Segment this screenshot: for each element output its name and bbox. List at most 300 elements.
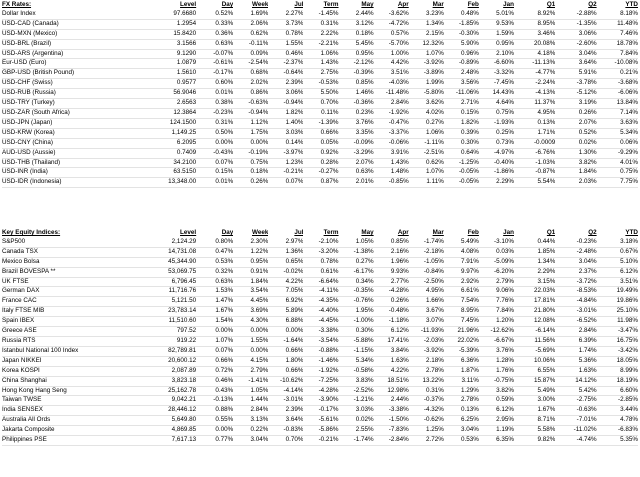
level-value: 45,344.90 xyxy=(138,257,198,267)
change-value: 0.30% xyxy=(444,138,479,148)
change-value: -3.72% xyxy=(555,277,596,287)
change-value: 14.43% xyxy=(479,89,514,99)
change-value: -2.60% xyxy=(555,39,596,49)
change-value: -6.76% xyxy=(514,148,555,158)
change-value: -0.58% xyxy=(339,366,374,376)
change-value: -0.07% xyxy=(198,49,233,59)
change-value: -4.13% xyxy=(514,89,555,99)
change-value: 3.19% xyxy=(555,99,596,109)
row-name: USD-CNY (China) xyxy=(2,138,138,148)
change-value: -0.27% xyxy=(303,168,338,178)
level-value: 82,789.81 xyxy=(138,346,198,356)
row-name: Canada TSX xyxy=(2,247,138,257)
change-value: -0.87% xyxy=(514,168,555,178)
change-value: 2.22% xyxy=(303,29,338,39)
change-value: -1.92% xyxy=(303,366,338,376)
change-value: -3.29% xyxy=(339,148,374,158)
change-value: 0.65% xyxy=(268,257,303,267)
change-value: 2.39% xyxy=(268,79,303,89)
change-value: 2.06% xyxy=(233,19,268,29)
column-header-jul: Jul xyxy=(294,229,304,236)
change-value: 0.32% xyxy=(198,267,233,277)
change-value: 4.45% xyxy=(233,297,268,307)
table-row xyxy=(2,89,638,99)
row-name: Eur-USD (Euro) xyxy=(2,59,138,69)
table-row xyxy=(2,178,638,188)
change-value: 11.48% xyxy=(597,19,638,29)
table-row xyxy=(2,406,638,416)
change-value: 0.26% xyxy=(233,178,268,188)
change-value: 0.53% xyxy=(198,257,233,267)
change-value: -1.38% xyxy=(339,247,374,257)
table-row xyxy=(2,10,638,19)
level-value: 2,087.89 xyxy=(138,366,198,376)
change-value: 1.48% xyxy=(374,168,409,178)
change-value: 0.68% xyxy=(233,69,268,79)
change-value: -1.25% xyxy=(444,158,479,168)
change-value: -11.06% xyxy=(444,89,479,99)
table-row xyxy=(2,238,638,247)
change-value: 6.61% xyxy=(444,287,479,297)
change-value: -5.69% xyxy=(514,346,555,356)
level-value: 1,149.25 xyxy=(138,128,198,138)
change-value: 4.95% xyxy=(514,108,555,118)
change-value: 1.30% xyxy=(555,148,596,158)
change-value: 8.18% xyxy=(597,10,638,19)
change-value: 8.99% xyxy=(597,366,638,376)
table-row xyxy=(2,376,638,386)
change-value: 1.43% xyxy=(374,158,409,168)
change-value: 0.77% xyxy=(198,436,233,446)
change-value: 0.07% xyxy=(198,346,233,356)
change-value: 0.00% xyxy=(198,138,233,148)
change-value: 0.62% xyxy=(409,158,444,168)
change-value: 0.02% xyxy=(555,138,596,148)
change-value: 1.19% xyxy=(479,426,514,436)
row-name: USD-CAD (Canada) xyxy=(2,19,138,29)
level-value: 797.52 xyxy=(138,327,198,337)
change-value: -5.61% xyxy=(303,416,338,426)
change-value: -2.12% xyxy=(339,59,374,69)
change-value: 5.36% xyxy=(555,356,596,366)
row-name: USD-KRW (Korea) xyxy=(2,128,138,138)
change-value: -1.45% xyxy=(303,10,338,19)
row-name: Italy FTSE MIB xyxy=(2,307,138,317)
change-value: -4.84% xyxy=(555,297,596,307)
table-row xyxy=(2,307,638,317)
change-value: 21.80% xyxy=(514,307,555,317)
column-header-day: Day xyxy=(221,229,234,236)
change-value: 3.62% xyxy=(409,99,444,109)
change-value: 5.34% xyxy=(597,128,638,138)
level-value: 13,348.00 xyxy=(138,178,198,188)
change-value: 11.98% xyxy=(597,317,638,327)
change-value: -1.41% xyxy=(233,376,268,386)
change-value: 0.46% xyxy=(198,376,233,386)
table-row xyxy=(2,79,638,89)
change-value: 2.10% xyxy=(479,49,514,59)
change-value: 3.54% xyxy=(233,287,268,297)
change-value: -6.20% xyxy=(479,267,514,277)
level-value: 15.8420 xyxy=(138,29,198,39)
change-value: 1.55% xyxy=(268,39,303,49)
change-value: 6.55% xyxy=(514,366,555,376)
column-header-apr: Apr xyxy=(397,1,409,8)
change-value: -6.52% xyxy=(555,317,596,327)
row-name: AUD-USD (Aussie) xyxy=(2,148,138,158)
change-value: -0.76% xyxy=(339,297,374,307)
change-value: 3.64% xyxy=(555,59,596,69)
change-value: -3.38% xyxy=(374,406,409,416)
change-value: 3.04% xyxy=(444,426,479,436)
equity-indices-table xyxy=(2,229,638,446)
change-value: 5.35% xyxy=(597,436,638,446)
change-value: 2.39% xyxy=(268,406,303,416)
change-value: 3.64% xyxy=(268,416,303,426)
change-value: -4.11% xyxy=(303,287,338,297)
change-value: 3.76% xyxy=(339,118,374,128)
change-value: 5.10% xyxy=(597,257,638,267)
change-value: 4.08% xyxy=(444,247,479,257)
row-name: USD-ARS (Argentina) xyxy=(2,49,138,59)
change-value: 3.44% xyxy=(597,406,638,416)
table-row xyxy=(2,327,638,337)
row-name: Jakarta Composite xyxy=(2,426,138,436)
change-value: 3.82% xyxy=(479,386,514,396)
change-value: 18.19% xyxy=(597,376,638,386)
change-value: 1.63% xyxy=(555,366,596,376)
change-value: -11.48% xyxy=(374,89,409,99)
change-value: 1.67% xyxy=(514,406,555,416)
change-value: 1.20% xyxy=(479,317,514,327)
table-row xyxy=(2,436,638,446)
change-value: -2.24% xyxy=(514,79,555,89)
change-value: 7.91% xyxy=(444,257,479,267)
change-value: 3.83% xyxy=(339,376,374,386)
change-value: 0.30% xyxy=(339,327,374,337)
change-value: 0.57% xyxy=(374,29,409,39)
column-header-week: Week xyxy=(252,229,269,236)
change-value: 1.76% xyxy=(479,366,514,376)
level-value: 9,042.21 xyxy=(138,396,198,406)
change-value: -4.97% xyxy=(479,148,514,158)
change-value: 1.28% xyxy=(479,356,514,366)
column-header-mar: Mar xyxy=(432,229,444,236)
row-name: USD-THB (Thailand) xyxy=(2,158,138,168)
change-value: -0.21% xyxy=(303,436,338,446)
change-value: 4.15% xyxy=(233,356,268,366)
change-value: 1.00% xyxy=(374,49,409,59)
fx-header-row xyxy=(2,1,638,10)
change-value: 25.10% xyxy=(597,307,638,317)
column-header-jan: Jan xyxy=(503,229,514,236)
change-value: 0.66% xyxy=(268,366,303,376)
change-value: -1.35% xyxy=(555,19,596,29)
table-row xyxy=(2,317,638,327)
change-value: 2.79% xyxy=(233,366,268,376)
change-value: 6.35% xyxy=(479,436,514,446)
change-value: 6.60% xyxy=(597,386,638,396)
change-value: 7.75% xyxy=(597,178,638,188)
change-value: -0.88% xyxy=(303,346,338,356)
change-value: 6.39% xyxy=(555,336,596,346)
change-value: 0.15% xyxy=(444,108,479,118)
table-row xyxy=(2,396,638,406)
column-header-level: Level xyxy=(180,1,197,8)
change-value: -2.85% xyxy=(597,396,638,406)
change-value: 10.06% xyxy=(514,356,555,366)
table-row xyxy=(2,39,638,49)
row-name: USD-CHF (Swiss) xyxy=(2,79,138,89)
change-value: 9.82% xyxy=(514,436,555,446)
change-value: 0.18% xyxy=(233,168,268,178)
change-value: -6.17% xyxy=(339,267,374,277)
change-value: 2.44% xyxy=(374,396,409,406)
change-value: 18.51% xyxy=(374,376,409,386)
level-value: 919.22 xyxy=(138,336,198,346)
change-value: 0.00% xyxy=(198,327,233,337)
table-row xyxy=(2,277,638,287)
change-value: 9.97% xyxy=(444,267,479,277)
change-value: 5.49% xyxy=(514,386,555,396)
change-value: -8.53% xyxy=(555,287,596,297)
level-value: 1.5610 xyxy=(138,69,198,79)
change-value: -2.03% xyxy=(409,336,444,346)
change-value: -3.90% xyxy=(303,396,338,406)
change-value: -3.01% xyxy=(555,307,596,317)
column-header-apr: Apr xyxy=(397,229,409,236)
change-value: -4.03% xyxy=(374,79,409,89)
change-value: 1.44% xyxy=(233,396,268,406)
change-value: -11.13% xyxy=(514,59,555,69)
change-value: 0.63% xyxy=(198,39,233,49)
change-value: 3.11% xyxy=(444,376,479,386)
change-value: 1.07% xyxy=(409,168,444,178)
change-value: 4.78% xyxy=(597,416,638,426)
change-value: 2.84% xyxy=(233,406,268,416)
change-value: 2.30% xyxy=(233,238,268,247)
level-value: 0.9577 xyxy=(138,79,198,89)
row-name: India SENSEX xyxy=(2,406,138,416)
level-value: 1.2954 xyxy=(138,19,198,29)
change-value: -0.30% xyxy=(444,29,479,39)
change-value: -9.29% xyxy=(597,148,638,158)
change-value: 0.85% xyxy=(339,79,374,89)
change-value: 14.12% xyxy=(555,376,596,386)
table-row xyxy=(2,287,638,297)
change-value: 3.04% xyxy=(555,257,596,267)
change-value: 0.31% xyxy=(198,118,233,128)
change-value: 5.90% xyxy=(444,39,479,49)
change-value: 0.39% xyxy=(444,128,479,138)
change-value: 2.01% xyxy=(339,178,374,188)
change-value: -7.25% xyxy=(303,376,338,386)
change-value: 0.78% xyxy=(303,257,338,267)
change-value: 5.91% xyxy=(555,69,596,79)
change-value: 1.99% xyxy=(409,79,444,89)
change-value: 0.66% xyxy=(268,346,303,356)
change-value: 12.08% xyxy=(514,317,555,327)
row-name: USD-RUB (Russia) xyxy=(2,89,138,99)
change-value: -1.86% xyxy=(479,168,514,178)
change-value: 3.04% xyxy=(233,436,268,446)
table-row xyxy=(2,118,638,128)
change-value: 0.63% xyxy=(339,168,374,178)
change-value: 0.59% xyxy=(479,396,514,406)
change-value: -0.62% xyxy=(409,416,444,426)
table-row xyxy=(2,69,638,79)
level-value: 28,446.12 xyxy=(138,406,198,416)
level-value: 20,600.12 xyxy=(138,356,198,366)
change-value: 0.14% xyxy=(268,138,303,148)
change-value: 6.12% xyxy=(597,267,638,277)
change-value: 1.11% xyxy=(409,178,444,188)
table-row xyxy=(2,247,638,257)
column-header-mar: Mar xyxy=(432,1,444,8)
change-value: -11.02% xyxy=(555,426,596,436)
change-value: -3.97% xyxy=(268,148,303,158)
change-value: -4.28% xyxy=(374,287,409,297)
change-value: 3.15% xyxy=(514,277,555,287)
row-name: S&P500 xyxy=(2,238,138,247)
change-value: 0.63% xyxy=(198,277,233,287)
change-value: -3.32% xyxy=(479,69,514,79)
change-value: 9.06% xyxy=(479,287,514,297)
column-header-ytd: YTD xyxy=(625,1,638,8)
change-value: 0.78% xyxy=(268,29,303,39)
change-value: 6.12% xyxy=(479,406,514,416)
table-row xyxy=(2,128,638,138)
change-value: -4.45% xyxy=(303,317,338,327)
change-value: 0.64% xyxy=(444,148,479,158)
change-value: 5.54% xyxy=(514,178,555,188)
change-value: 2.84% xyxy=(555,327,596,337)
change-value: 1.74% xyxy=(555,346,596,356)
change-value: 3.63% xyxy=(597,118,638,128)
change-value: -7.83% xyxy=(374,426,409,436)
change-value: -0.39% xyxy=(339,69,374,79)
change-value: 3.06% xyxy=(268,89,303,99)
change-value: 1.06% xyxy=(409,128,444,138)
change-value: 2.16% xyxy=(374,247,409,257)
row-name: Greece ASE xyxy=(2,327,138,337)
change-value: 0.27% xyxy=(409,118,444,128)
change-value: -1.74% xyxy=(409,238,444,247)
row-name: Taiwan TWSE xyxy=(2,396,138,406)
change-value: 2.15% xyxy=(409,29,444,39)
change-value: -3.20% xyxy=(303,247,338,257)
change-value: 9.93% xyxy=(374,267,409,277)
row-name: Philippines PSE xyxy=(2,436,138,446)
change-value: -3.37% xyxy=(374,128,409,138)
change-value: -1.39% xyxy=(303,118,338,128)
change-value: 0.92% xyxy=(303,148,338,158)
change-value: 0.25% xyxy=(479,128,514,138)
level-value: 4,869.85 xyxy=(138,426,198,436)
row-name: Japan NIKKEI xyxy=(2,356,138,366)
change-value: -2.21% xyxy=(303,39,338,49)
fx-rates-table xyxy=(2,1,638,188)
change-value: 5.01% xyxy=(479,10,514,19)
change-value: 0.28% xyxy=(303,158,338,168)
change-value: -5.88% xyxy=(339,336,374,346)
change-value: 0.09% xyxy=(233,49,268,59)
change-value: 0.05% xyxy=(303,138,338,148)
level-value: 23,783.14 xyxy=(138,307,198,317)
change-value: -2.50% xyxy=(409,277,444,287)
change-value: 7.76% xyxy=(479,297,514,307)
change-value: 0.00% xyxy=(233,346,268,356)
level-value: 6.2095 xyxy=(138,138,198,148)
change-value: 0.07% xyxy=(198,158,233,168)
change-value: -3.68% xyxy=(597,79,638,89)
change-value: -3.78% xyxy=(555,79,596,89)
level-value: 56.9046 xyxy=(138,89,198,99)
change-value: -12.62% xyxy=(479,327,514,337)
change-value: 13.84% xyxy=(597,99,638,109)
change-value: -4.72% xyxy=(374,19,409,29)
table-row xyxy=(2,386,638,396)
change-value: -2.88% xyxy=(555,10,596,19)
table-row xyxy=(2,148,638,158)
change-value: 1.66% xyxy=(409,297,444,307)
change-value: 12.32% xyxy=(409,39,444,49)
change-value: 0.85% xyxy=(374,238,409,247)
change-value: -3.92% xyxy=(409,59,444,69)
level-value: 14,731.08 xyxy=(138,247,198,257)
change-value: 5.42% xyxy=(555,386,596,396)
change-value: 0.38% xyxy=(198,99,233,109)
change-value: 3.67% xyxy=(409,307,444,317)
column-header-day: Day xyxy=(221,1,234,8)
eq-header-row xyxy=(2,229,638,238)
row-name: Spain IBEX xyxy=(2,317,138,327)
change-value: -4.32% xyxy=(409,406,444,416)
change-value: -0.61% xyxy=(198,59,233,69)
row-name: USD-INR (India) xyxy=(2,168,138,178)
change-value: 0.73% xyxy=(479,138,514,148)
change-value: -0.84% xyxy=(409,267,444,277)
change-value: 3.12% xyxy=(339,19,374,29)
change-value: 2.18% xyxy=(409,356,444,366)
change-value: 3.23% xyxy=(409,10,444,19)
level-value: 6,796.45 xyxy=(138,277,198,287)
change-value: 1.25% xyxy=(409,426,444,436)
change-value: -4.28% xyxy=(303,386,338,396)
change-value: 4.95% xyxy=(409,287,444,297)
level-value: 7,617.13 xyxy=(138,436,198,446)
level-value: 3,823.18 xyxy=(138,376,198,386)
change-value: -3.62% xyxy=(374,10,409,19)
change-value: 1.07% xyxy=(409,49,444,59)
change-value: -0.17% xyxy=(303,406,338,416)
change-value: -0.19% xyxy=(233,148,268,158)
row-name: France CAC xyxy=(2,297,138,307)
change-value: 1.53% xyxy=(198,287,233,297)
change-value: 2.48% xyxy=(444,69,479,79)
change-value: 0.18% xyxy=(339,29,374,39)
column-header-jan: Jan xyxy=(503,1,514,8)
change-value: 7.84% xyxy=(479,307,514,317)
change-value: 2.29% xyxy=(479,178,514,188)
level-value: 9.1290 xyxy=(138,49,198,59)
change-value: 1.07% xyxy=(198,336,233,346)
change-value: 0.62% xyxy=(233,29,268,39)
change-value: 0.61% xyxy=(303,267,338,277)
change-value: -0.89% xyxy=(444,59,479,69)
change-value: 20.08% xyxy=(514,39,555,49)
change-value: 0.86% xyxy=(233,89,268,99)
